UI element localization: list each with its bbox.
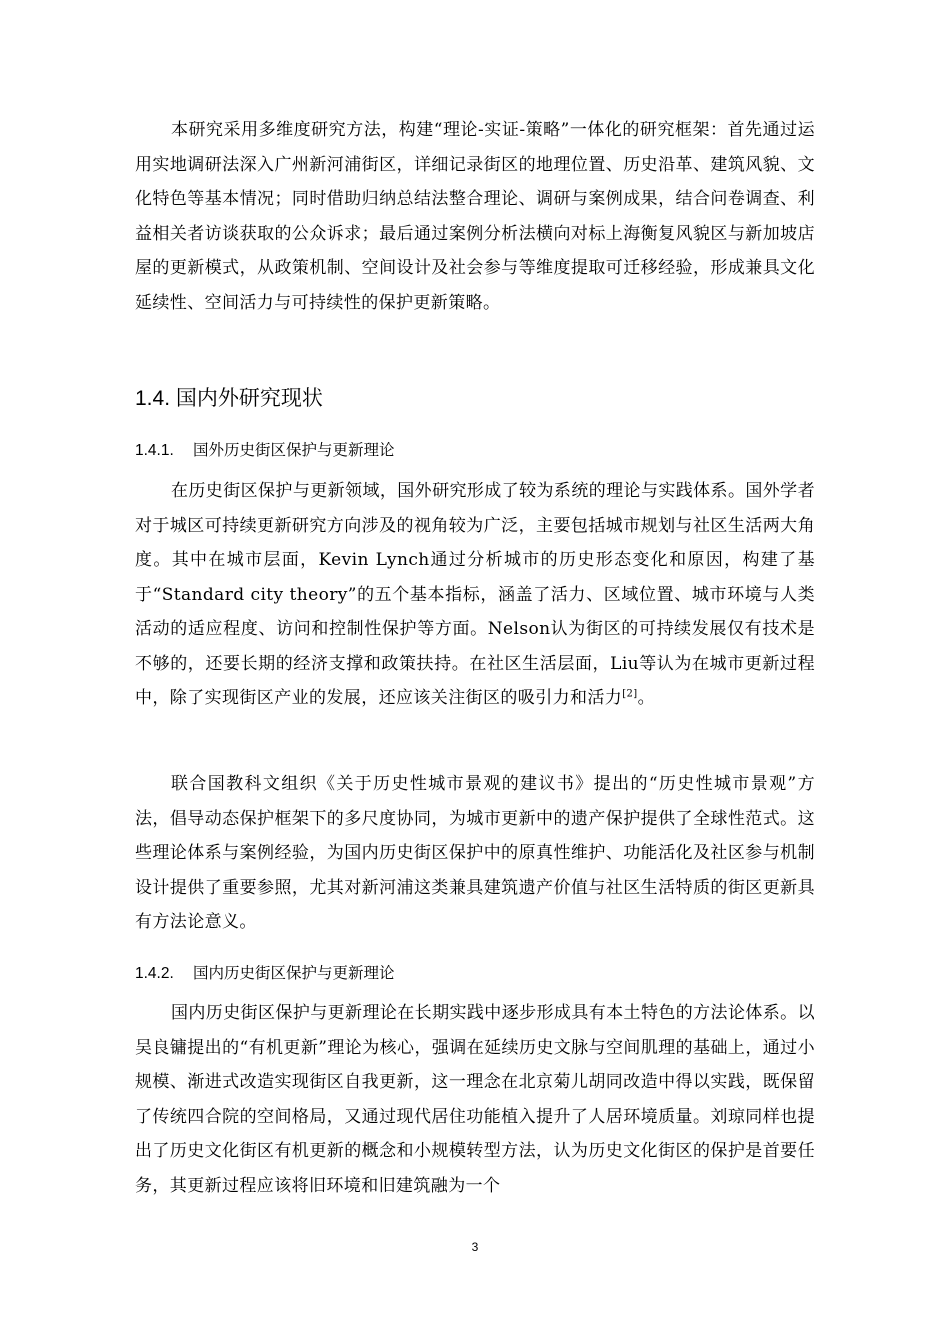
subsection-heading-1-4-1: [135, 438, 395, 464]
citation-marker: [2]: [622, 688, 638, 700]
paragraph-text: 国内历史街区保护与更新理论在长期实践中逐步形成具有本土特色的方法论体系。以吴良镛提出的“有机更新”理论为核心，强调在延续历史文脉与空间肌理的基础上，通过小规模、渐进式改造实现街区自我更新，这一理念在北京菊儿胡同改造中得以实践，既保留了传统四合院的空间格局，又通过现代居住功能植入提升了人居环境质量。刘琼同样也提出了历史文化街区有机更新的概念和小规模转型方法，认为历史文化街区的保护是首要任务，其更新过程应该将旧环境和旧建筑融为一个: [135, 1003, 815, 1196]
paragraph-foreign-theory: [135, 474, 815, 716]
page-number: 3: [471, 1240, 479, 1254]
paragraph-text: 联合国教科文组织《关于历史性城市景观的建议书》提出的“历史性城市景观”方法，倡导动态保护框架下的多尺度协同，为城市更新中的遗产保护提供了全球性范式。这些理论体系与案例经验，为国内历史街区保护中的原真性维护、功能活化及社区参与机制设计提供了重要参照，尤其对新河浦这类兼具建筑遗产价值与社区生活特质的街区更新具有方法论意义。: [135, 774, 815, 932]
paragraph-domestic-theory: [135, 996, 815, 1203]
paragraph-unesco: [135, 767, 815, 940]
section-heading-1-4: 1.4. 国内外研究现状: [135, 387, 323, 410]
subsection-number: 1.4.1.: [135, 442, 174, 459]
subsection-title: 国外历史街区保护与更新理论: [193, 442, 395, 459]
subsection-number: 1.4.2.: [135, 965, 174, 982]
paragraph-research-methods: [135, 113, 815, 320]
paragraph-text: 本研究采用多维度研究方法，构建“理论-实证-策略”一体化的研究框架：首先通过运用实地调研法深入广州新河浦街区，详细记录街区的地理位置、历史沿革、建筑风貌、文化特色等基本情况；同时借助归纳总结法整合理论、调研与案例成果，结合问卷调查、利益相关者访谈获取的公众诉求；最后通过案例分析法横向对标上海衡复风貌区与新加坡店屋的更新模式，从政策机制、空间设计及社会参与等维度提取可迁移经验，形成兼具文化延续性、空间活力与可持续性的保护更新策略。: [135, 120, 815, 313]
subsection-heading-1-4-2: [135, 961, 395, 987]
subsection-title: 国内历史街区保护与更新理论: [193, 965, 395, 982]
paragraph-text: 在历史街区保护与更新领域，国外研究形成了较为系统的理论与实践体系。国外学者对于城区可持续更新研究方向涉及的视角较为广泛，主要包括城市规划与社区生活两大角度。其中在城市层面，Kevin Lynch通过分析城市的历史形态变化和原因，构建了基于“Standard city theory”的五个基本指标，涵盖了活力、区域位置、城市环境与人类活动的适应程度、访问和控制性保护等方面。Nelson认为街区的可持续发展仅有技术是不够的，还要长期的经济支撑和政策扶持。在社区生活层面，Liu等认为在城市更新过程中，除了实现街区产业的发展，还应该关注街区的吸引力和活力: [135, 481, 815, 708]
paragraph-end: 。: [637, 688, 655, 708]
